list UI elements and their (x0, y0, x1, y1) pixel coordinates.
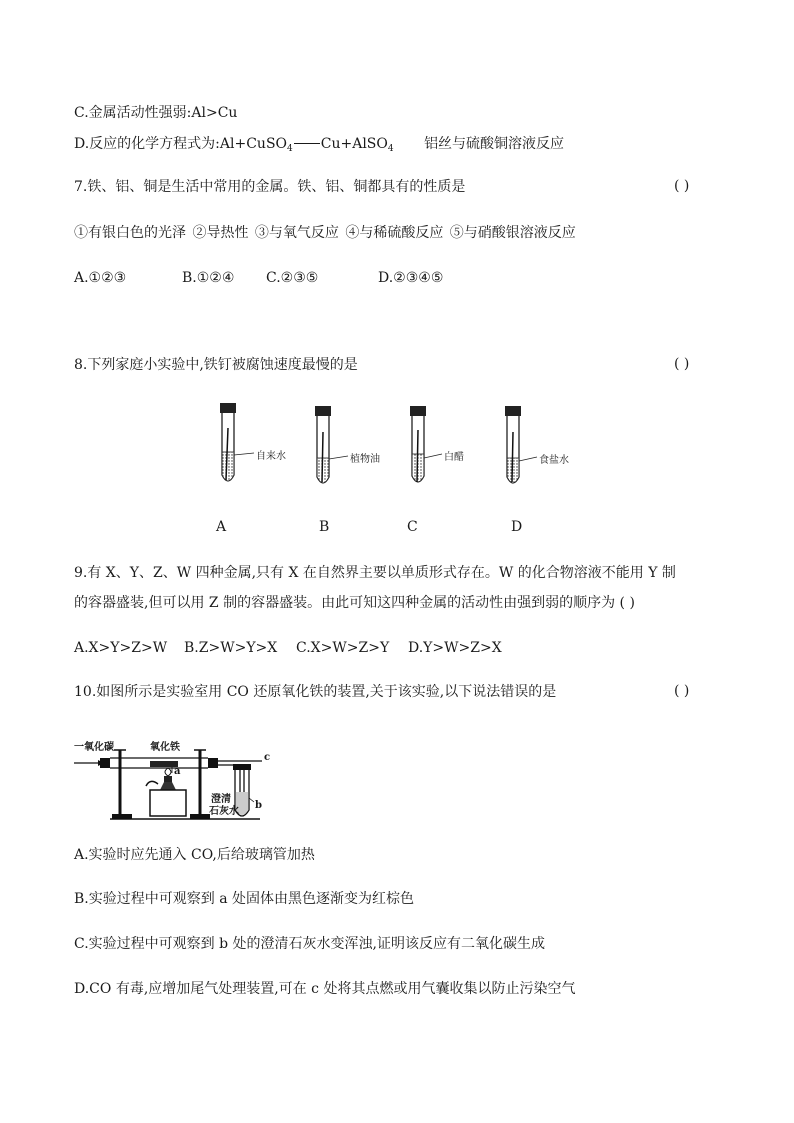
tube-c-label: 白醋 (444, 452, 464, 463)
q10-option-c: C.实验过程中可观察到 b 处的澄清石灰水变浑浊,证明该反应有二氧化碳生成 (74, 936, 545, 952)
label-limewater-1: 澄清 (211, 794, 231, 805)
label-point-b: b (255, 800, 262, 811)
q10-answer-paren: ( ) (674, 683, 690, 699)
q9-option-d: D.Y>W>Z>X (408, 640, 502, 656)
q7-properties: ①有银白色的光泽 ②导热性 ③与氧气反应 ④与稀硫酸反应 ⑤与硝酸银溶液反应 (74, 225, 576, 241)
q7-stem: 7.铁、铝、铜是生活中常用的金属。铁、铝、铜都具有的性质是 (74, 179, 466, 195)
q7-option-a: A.①②③ (74, 270, 127, 286)
label-co-inlet: 一氧化碳 (74, 742, 114, 753)
q7-option-d: D.②③④⑤ (378, 270, 444, 286)
test-tube-b (315, 406, 348, 483)
label-iron-oxide: 氧化铁 (150, 742, 180, 753)
tube-a-letter: A (216, 519, 227, 535)
q6-option-c: C.金属活动性强弱:Al>Cu (74, 105, 238, 121)
q9-option-a: A.X>Y>Z>W (74, 640, 168, 656)
tube-a-label: 自来水 (256, 451, 286, 462)
q6-option-d-sub2: 4 (387, 144, 394, 154)
q10-option-b: B.实验过程中可观察到 a 处固体由黑色逐渐变为红棕色 (74, 891, 414, 907)
co-reduction-apparatus (0, 730, 794, 840)
q10-option-d: D.CO 有毒,应增加尾气处理装置,可在 c 处将其点燃或用气囊收集以防止污染空气 (74, 981, 576, 997)
q7-option-b: B.①②④ (182, 270, 235, 286)
q10-option-a: A.实验时应先通入 CO,后给玻璃管加热 (74, 847, 315, 863)
q6-option-d-sub1: 4 (287, 144, 293, 154)
test-tube-c (410, 406, 442, 482)
test-tube-d (505, 406, 537, 483)
q9-option-c: C.X>W>Z>Y (296, 640, 390, 656)
q9-option-b: B.Z>W>Y>X (184, 640, 278, 656)
q8-answer-paren: ( ) (674, 356, 690, 372)
q6-reaction-arrow (294, 143, 320, 144)
label-point-c: c (264, 752, 271, 763)
q6-option-d (74, 135, 564, 158)
label-point-a: a (174, 766, 181, 777)
label-limewater-2: 石灰水 (209, 806, 239, 817)
test-tube-a (220, 403, 254, 481)
q7-option-c: C.②③⑤ (266, 270, 319, 286)
test-tubes-figure (0, 400, 794, 500)
q6-option-d-prefix: D.反应的化学方程式为:Al+CuSO (74, 136, 288, 152)
tube-b-letter: B (319, 519, 330, 535)
q10-stem: 10.如图所示是实验室用 CO 还原氧化铁的装置,关于该实验,以下说法错误的是 (74, 684, 557, 700)
q9-line-2: 的容器盛装,但可以用 Z 制的容器盛装。由此可知这四种金属的活动性由强到弱的顺序为 ( ) (74, 595, 635, 611)
q6-option-d-mid: Cu+AlSO (320, 136, 388, 152)
q6-option-d-note: 铝丝与硫酸铜溶液反应 (424, 136, 565, 152)
tube-d-label: 食盐水 (539, 455, 569, 466)
q9-line-1: 9.有 X、Y、Z、W 四种金属,只有 X 在自然界主要以单质形式存在。W 的化合物溶液不能用 Y 制 (74, 565, 676, 581)
q8-stem: 8.下列家庭小实验中,铁钉被腐蚀速度最慢的是 (74, 357, 358, 373)
tube-b-label: 植物油 (350, 454, 380, 465)
q7-answer-paren: ( ) (674, 178, 690, 194)
tube-d-letter: D (511, 519, 523, 535)
tube-c-letter: C (407, 519, 418, 535)
